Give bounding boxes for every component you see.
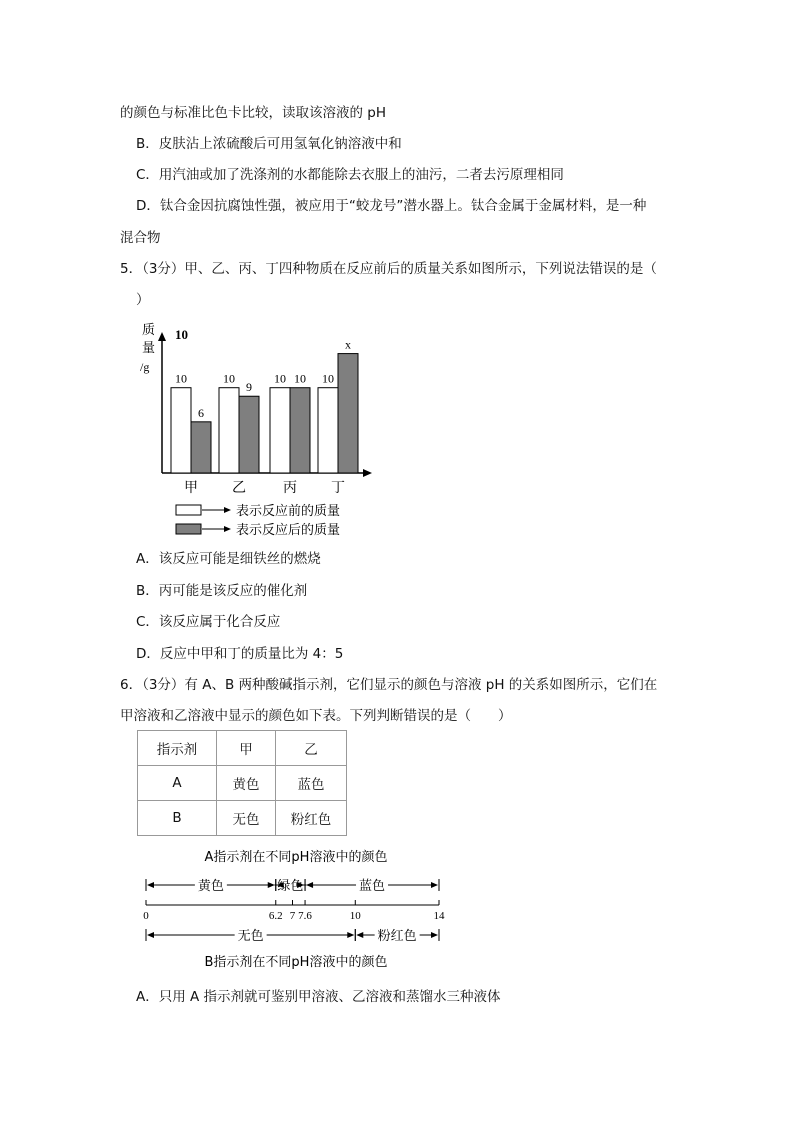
bar-data-label: 6 [198,405,204,420]
x-axis-arrow [363,469,372,477]
top-label: 10 [175,327,188,342]
category-label: 乙 [232,480,246,496]
legend-label-after: 表示反应后的质量 [236,523,341,538]
ylabel-2: 量 [142,340,156,355]
category-label: 甲 [184,480,198,496]
q5-stem-close: ） [136,292,150,308]
ph-tick-label: 0 [143,910,149,922]
table-cell: 黄色 [217,766,276,801]
a-range-label: 黄色 [197,879,224,894]
q6-option-a: A．只用 A 指示剂就可鉴别甲溶液、乙溶液和蒸馏水三种液体 [136,989,501,1005]
table-cell: A [138,766,217,801]
table-row [138,801,347,836]
indicator-table [137,730,347,836]
ph-tick-label: 7 [289,910,296,922]
bar-before [318,388,338,473]
option-c-q4: C．用汽油或加了洗涤剂的水都能除去衣服上的油污，二者去污原理相同 [136,167,564,183]
bar-data-label: 10 [294,371,306,386]
table-header-row [138,731,347,766]
bar-data-label: 10 [274,371,286,386]
ph-tick-label: 14 [433,910,445,922]
bar-data-label: 9 [246,380,252,395]
legend-swatch-after [176,524,201,534]
table-cell: 无色 [217,801,276,836]
table-cell: 蓝色 [276,766,347,801]
legend-label-before: 表示反应前的质量 [236,504,341,519]
q5-option-a: A．该反应可能是细铁丝的燃烧 [136,551,321,567]
q6-stem-1: 6．（3分）有 A、B 两种酸碱指示剂，它们显示的颜色与溶液 pH 的关系如图所示，它们在 [120,677,658,693]
y-axis-arrow [158,332,166,341]
a-range-label: 绿色 [277,879,304,894]
ph-ticks [143,900,445,922]
bar-after [191,422,211,473]
table-header-cell: 甲 [217,731,276,766]
text-line-5: 混合物 [120,230,161,246]
ylabel-1: 质 [142,322,156,337]
bar-data-label: 10 [322,371,334,386]
ylabel-3: /g [140,360,150,374]
bar-after [239,396,259,473]
q6-stem-2: 甲溶液和乙溶液中显示的颜色如下表。下列判断错误的是（ ） [120,708,512,724]
bar-after [338,354,358,473]
bar-before [171,388,191,473]
indicator-b-ranges [146,928,439,944]
bar-before [270,388,290,473]
q5-option-d: D．反应中甲和丁的质量比为 4：5 [136,646,344,662]
diagram-title-a: A指示剂在不同pH溶液中的颜色 [204,850,388,865]
ph-tick-label: 6.2 [268,910,283,922]
table-row [138,766,347,801]
table-cell: B [138,801,217,836]
a-range-label: 蓝色 [359,879,386,894]
mass-bar-chart [134,318,384,546]
ph-tick-label: 7.6 [298,910,312,922]
bar-data-label: x [345,337,351,352]
diagram-title-b: B指示剂在不同pH溶液中的颜色 [204,955,388,970]
bar-data-label: 10 [223,371,235,386]
option-d-q4: D．钛合金因抗腐蚀性强，被应用于“蛟龙号”潜水器上。钛合金属于金属材料，是一种 [136,198,647,214]
q5-option-b: B．丙可能是该反应的催化剂 [136,583,308,599]
option-b-q4: B．皮肤沾上浓硫酸后可用氢氧化钠溶液中和 [136,136,402,152]
legend-swatch-before [176,505,201,515]
category-label: 丙 [283,480,297,496]
ph-indicator-diagram [136,845,456,975]
ph-tick-label: 10 [349,910,361,922]
text-line-1: 的颜色与标准比色卡比较，读取该溶液的 pH [120,105,387,121]
indicator-a-ranges [146,878,439,894]
bar-data-label: 10 [175,371,187,386]
category-label: 丁 [331,480,345,496]
table-header-cell: 指示剂 [138,731,217,766]
bar-before [219,388,239,473]
b-range-label: 无色 [237,929,264,944]
table-cell: 粉红色 [276,801,347,836]
table-header-cell: 乙 [276,731,347,766]
bar-after [290,388,310,473]
b-range-label: 粉红色 [377,929,417,944]
q5-option-c: C．该反应属于化合反应 [136,614,281,630]
q5-stem: 5．（3分）甲、乙、丙、丁四种物质在反应前后的质量关系如图所示，下列说法错误的是（ [120,261,657,277]
